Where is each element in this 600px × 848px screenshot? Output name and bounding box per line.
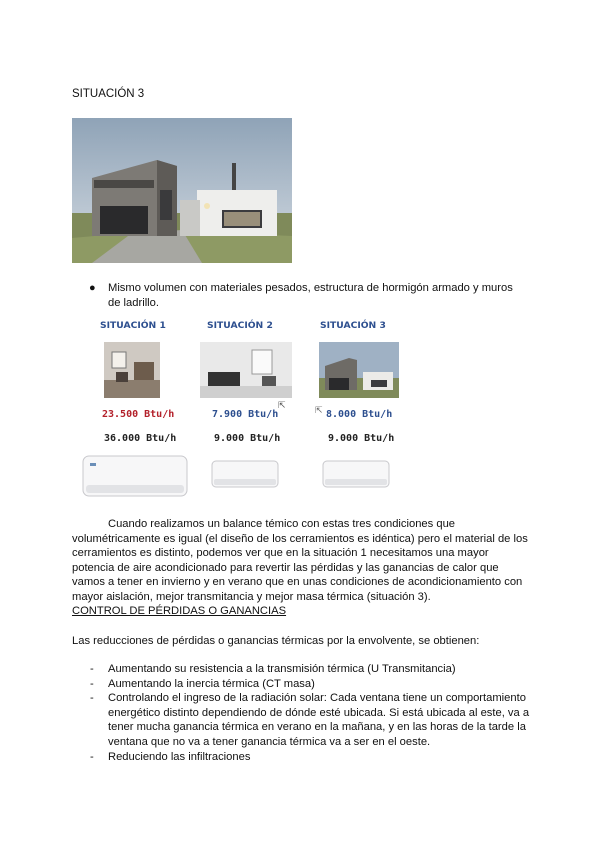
situation-2-title: SITUACIÓN 2 <box>207 320 273 331</box>
page-heading: SITUACIÓN 3 <box>72 88 145 100</box>
bullet-text: Mismo volumen con materiales pesados, estructura de hormigón armado y muros de ladrillo. <box>108 282 513 309</box>
situation-2-ac-unit <box>211 460 279 488</box>
situation-3-ac-unit <box>322 460 390 488</box>
intro-text: Las reducciones de pérdidas o ganancias térmicas por la envolvente, se obtienen: <box>72 635 480 647</box>
dash-marker: - <box>90 663 94 675</box>
body-paragraph <box>72 517 528 605</box>
dash-marker: - <box>90 692 94 705</box>
situation-3-btu-a: 8.000 Btu/h <box>326 409 393 420</box>
dash-marker: - <box>90 677 94 690</box>
paragraph-text: Cuando realizamos un balance témico con estas tres condiciones que volumétricamente es igual (el diseño de los cerramientos es idéntica) pero el material de los cerramientos es distinto, podemos ver que en la situación 1 necesitamos una mayor potencia de aire acondicionado para revertir las pérdidas y las ganancias de calor que vamos a tener en invierno y en verano que en unas condiciones de acondicionamiento con mayor aislación, mejor transmitancia y mejor masa térmica (situación 3). <box>72 518 528 603</box>
cursor-icon-2: ⇱ <box>315 405 323 415</box>
situation-3-title: SITUACIÓN 3 <box>320 320 386 331</box>
cursor-icon: ⇱ <box>278 400 286 410</box>
situation-2-btu-a: 7.900 Btu/h <box>212 409 279 420</box>
situation-3-btu-b: 9.000 Btu/h <box>328 433 395 444</box>
situation-2-photo <box>200 342 292 398</box>
list-item <box>90 691 530 749</box>
situation-2-btu-b: 9.000 Btu/h <box>214 433 281 444</box>
list-item-text: Reduciendo las infiltraciones <box>108 750 251 763</box>
list-item-text: Aumentando su resistencia a la transmisión térmica (U Transmitancia) <box>108 663 456 675</box>
situation-1-title: SITUACIÓN 1 <box>100 320 166 331</box>
situation-1-btu-a: 23.500 Btu/h <box>102 409 175 420</box>
list-item-text: Controlando el ingreso de la radiación solar: Cada ventana tiene un comportamiento energético distinto dependiendo de dónde esté ubicada. Si está ubicada al este, va a tener mucha ganancia térmica en verano en la mañana, y en las horas de la tarde la ventana que no va a tener ganancia térmica va a ser en el oeste. <box>108 692 530 748</box>
section-title: CONTROL DE PÉRDIDAS O GANANCIAS <box>72 605 287 617</box>
situation-1-ac-unit <box>82 455 188 497</box>
methods-list <box>90 662 530 764</box>
situation-comparison-panel <box>82 310 494 500</box>
situation-1-photo <box>104 342 160 398</box>
situation-1-btu-b: 36.000 Btu/h <box>104 433 177 444</box>
house-photo <box>72 118 292 263</box>
list-item <box>90 662 530 677</box>
situation-3-photo <box>319 342 399 398</box>
bullet-marker: ● <box>89 282 96 294</box>
list-item <box>90 677 530 692</box>
list-item-text: Aumentando la inercia térmica (CT masa) <box>108 677 315 690</box>
dash-marker: - <box>90 750 94 763</box>
list-item <box>90 750 530 765</box>
